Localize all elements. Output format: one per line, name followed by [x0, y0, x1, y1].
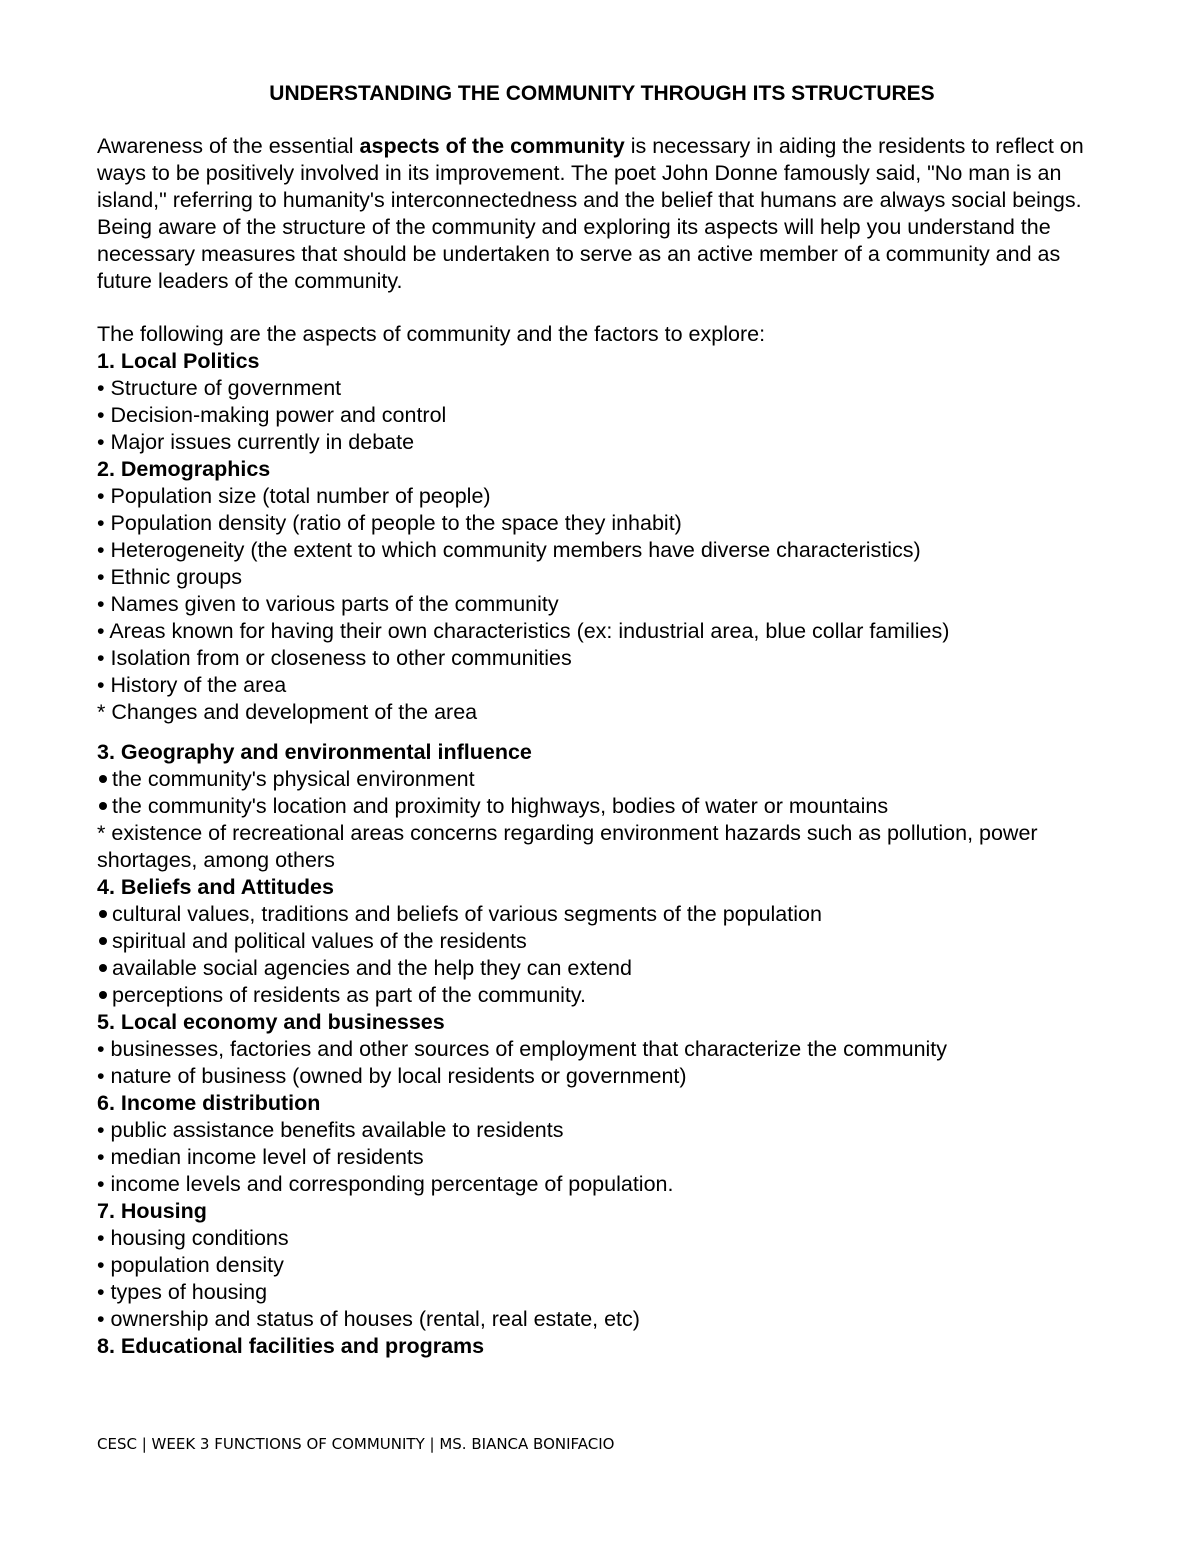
- list-item: [97, 429, 1117, 456]
- list-item: [97, 1063, 1117, 1090]
- filled-circle-bullet-icon: [99, 991, 107, 999]
- list-item-text: Heterogeneity (the extent to which community members have diverse characteristics): [110, 538, 921, 562]
- list-item-text: Areas known for having their own characteristics (ex: industrial area, blue collar families): [109, 619, 950, 643]
- list-item: [97, 537, 1117, 564]
- list-item-text: Isolation from or closeness to other communities: [110, 646, 572, 670]
- section-heading: 7. Housing: [97, 1199, 207, 1223]
- list-item: [97, 955, 1117, 982]
- section-2: [97, 456, 1117, 726]
- filled-circle-bullet-icon: [99, 937, 107, 945]
- list-item: [97, 1144, 1117, 1171]
- list-item: [97, 901, 1117, 928]
- section-4: [97, 874, 1117, 1009]
- section-3: [97, 739, 1117, 874]
- section-6: [97, 1090, 1117, 1198]
- bullet-mark: •: [97, 538, 105, 562]
- list-item: [97, 699, 1117, 726]
- filled-circle-bullet-icon: [99, 775, 107, 783]
- document-page: [97, 80, 1117, 1360]
- list-item: [97, 766, 1117, 793]
- aspects-list: [97, 348, 1117, 1360]
- section-7: [97, 1198, 1117, 1333]
- list-item-text: Population density (ratio of people to the space they inhabit): [110, 511, 682, 535]
- page-title: UNDERSTANDING THE COMMUNITY THROUGH ITS STRUCTURES: [269, 82, 935, 105]
- list-item-text: Decision-making power and control: [110, 403, 447, 427]
- list-item-text: Ethnic groups: [110, 565, 242, 589]
- list-item-text: History of the area: [110, 673, 287, 697]
- intro-text-after: is necessary in aiding the residents to reflect on ways to be positively involved in its improvement. The poet John Donne famously said, "No man is an island," referring to humanity's interconnectedness and the belief that humans are always social beings. Being aware of the structure of the community and exploring its aspects will help you understand the necessary measures that should be undertaken to serve as an active member of a community and as future leaders of the community.: [97, 134, 1084, 293]
- list-item-text: businesses, factories and other sources of employment that characterize the community: [110, 1037, 948, 1061]
- list-item-text: housing conditions: [110, 1226, 289, 1250]
- list-item: [97, 510, 1117, 537]
- list-item-text: public assistance benefits available to residents: [110, 1118, 564, 1142]
- bullet-mark: •: [97, 511, 105, 535]
- asterisk-bullet: *: [97, 700, 106, 724]
- filled-circle-bullet-icon: [99, 802, 107, 810]
- section-heading: 8. Educational facilities and programs: [97, 1334, 485, 1358]
- list-item: [97, 1279, 1117, 1306]
- filled-circle-bullet-icon: [99, 910, 107, 918]
- bullet-mark: •: [97, 1226, 105, 1250]
- lead-sentence: The following are the aspects of community and the factors to explore:: [97, 322, 766, 346]
- list-item: [97, 982, 1117, 1009]
- list-item-text: available social agencies and the help they can extend: [112, 956, 632, 980]
- bullet-mark: •: [97, 1118, 105, 1142]
- bullet-mark: •: [97, 484, 105, 508]
- filled-circle-bullet-icon: [99, 964, 107, 972]
- bullet-mark: •: [97, 430, 105, 454]
- paragraph-spacer: [97, 295, 1117, 321]
- list-item-text: Changes and development of the area: [111, 700, 478, 724]
- list-item-text: median income level of residents: [110, 1145, 424, 1169]
- section-heading: 3. Geography and environmental influence: [97, 740, 532, 764]
- list-item: [97, 1036, 1117, 1063]
- bullet-mark: •: [97, 376, 105, 400]
- section-heading: 2. Demographics: [97, 457, 271, 481]
- section-heading: 4. Beliefs and Attitudes: [97, 875, 334, 899]
- list-item-text: income levels and corresponding percentage of population.: [110, 1172, 674, 1196]
- list-item: [97, 1306, 1117, 1333]
- list-item: [97, 402, 1117, 429]
- bullet-mark: •: [97, 1307, 105, 1331]
- list-item: [97, 375, 1117, 402]
- section-1: [97, 348, 1117, 456]
- list-item-text: the community's location and proximity to highways, bodies of water or mountains: [112, 794, 889, 818]
- section-heading: 1. Local Politics: [97, 349, 260, 373]
- asterisk-bullet: *: [97, 821, 106, 845]
- list-item-text: Names given to various parts of the community: [110, 592, 559, 616]
- bullet-mark: •: [97, 1064, 105, 1088]
- list-item: [97, 591, 1117, 618]
- bullet-mark: •: [97, 1145, 105, 1169]
- list-item: [97, 1252, 1117, 1279]
- list-item: [97, 793, 1117, 820]
- bullet-mark: •: [97, 403, 105, 427]
- list-item: [97, 672, 1117, 699]
- list-item: [97, 618, 1117, 645]
- list-item: [97, 645, 1117, 672]
- intro-paragraph: [97, 133, 1117, 295]
- bullet-mark: •: [97, 673, 105, 697]
- list-item-text: Major issues currently in debate: [110, 430, 415, 454]
- list-item-text: Structure of government: [110, 376, 342, 400]
- list-item-text: Population size (total number of people): [110, 484, 491, 508]
- bullet-mark: •: [97, 1253, 105, 1277]
- list-item: [97, 820, 1117, 874]
- page-footer: CESC | WEEK 3 FUNCTIONS OF COMMUNITY | MS. BIANCA BONIFACIO: [97, 1435, 615, 1453]
- bullet-mark: •: [97, 1172, 105, 1196]
- section-heading: 5. Local economy and businesses: [97, 1010, 445, 1034]
- bullet-mark: •: [97, 1280, 105, 1304]
- intro-text-bold: aspects of the community: [359, 134, 625, 158]
- list-item-text: perceptions of residents as part of the community.: [112, 983, 587, 1007]
- list-item: [97, 1171, 1117, 1198]
- bullet-mark: •: [97, 646, 105, 670]
- list-item: [97, 1117, 1117, 1144]
- list-item: [97, 1225, 1117, 1252]
- list-item-text: spiritual and political values of the residents: [112, 929, 527, 953]
- section-8: [97, 1333, 1117, 1360]
- section-5: [97, 1009, 1117, 1090]
- bullet-mark: •: [97, 1037, 105, 1061]
- list-item-text: cultural values, traditions and beliefs of various segments of the population: [112, 902, 822, 926]
- list-item-text: types of housing: [110, 1280, 268, 1304]
- section-heading: 6. Income distribution: [97, 1091, 321, 1115]
- list-item: [97, 483, 1117, 510]
- bullet-mark: •: [97, 592, 105, 616]
- list-item-text: existence of recreational areas concerns regarding environment hazards such as pollution, power shortages, among others: [97, 821, 1038, 872]
- list-item: [97, 564, 1117, 591]
- bullet-mark: •: [97, 619, 105, 643]
- list-item-text: the community's physical environment: [112, 767, 475, 791]
- list-item-text: nature of business (owned by local residents or government): [110, 1064, 687, 1088]
- intro-text-before: Awareness of the essential: [97, 134, 360, 158]
- list-item-text: population density: [110, 1253, 284, 1277]
- list-item: [97, 928, 1117, 955]
- list-item-text: ownership and status of houses (rental, real estate, etc): [110, 1307, 640, 1331]
- bullet-mark: •: [97, 565, 105, 589]
